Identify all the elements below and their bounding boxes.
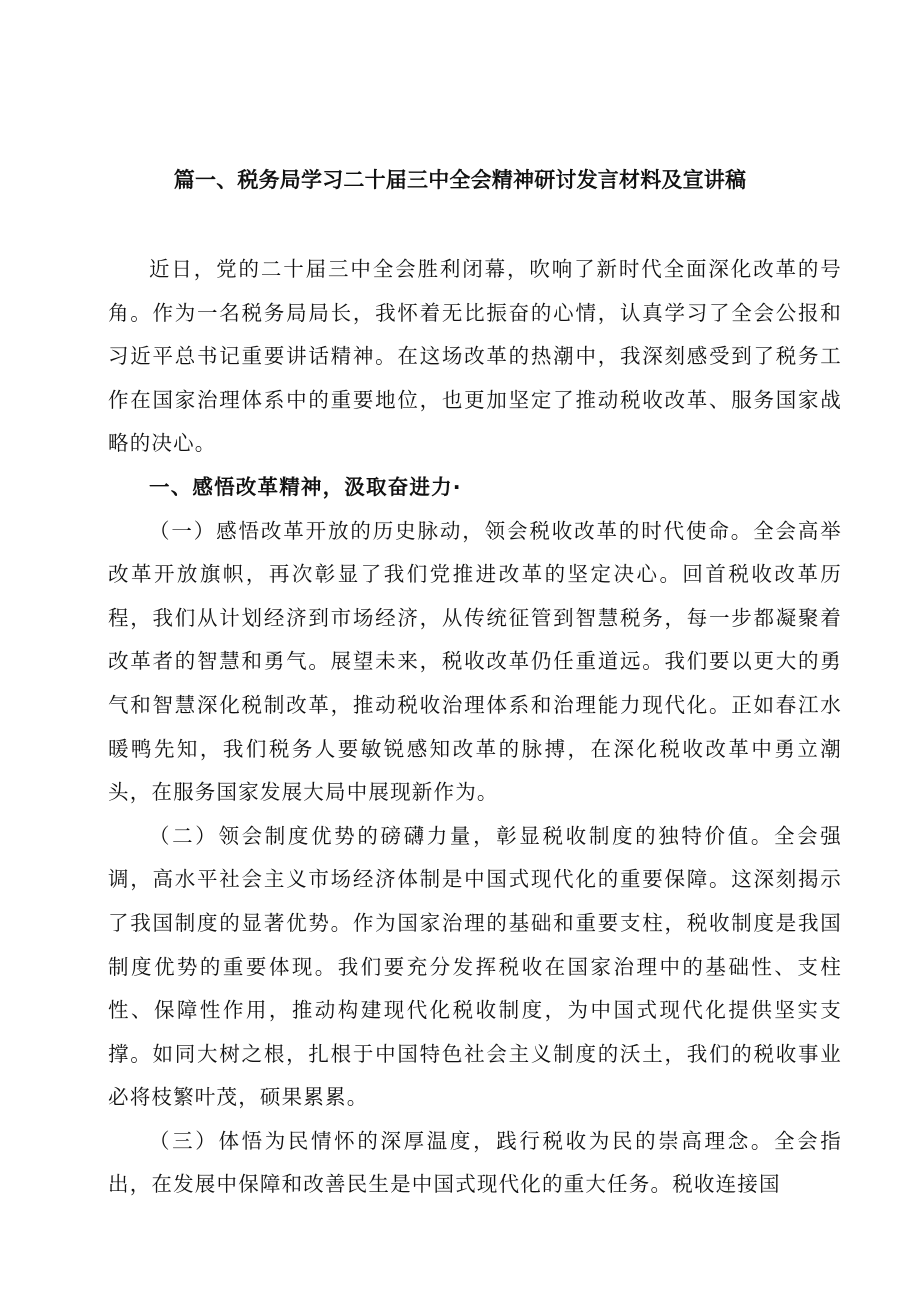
paragraph-2: （二）领会制度优势的磅礴力量，彰显税收制度的独特价值。全会强调，高水平社会主义市场经济体制是中国式现代化的重要保障。这深刻揭示了我国制度的显著优势。作为国家治理的基础和重要支柱，税收制度是我国制度优势的重要体现。我们要充分发挥税收在国家治理中的基础性、支柱性、保障性作用，推动构建现代化税收制度，为中国式现代化提供坚实支撑。如同大树之根，扎根于中国特色社会主义制度的沃土，我们的税收事业必将枝繁叶茂，硕果累累。: [108, 823, 842, 1110]
intro-paragraph: 近日，党的二十届三中全会胜利闭幕，吹响了新时代全面深化改革的号角。作为一名税务局局长，我怀着无比振奋的心情，认真学习了全会公报和习近平总书记重要讲话精神。在这场改革的热潮中，我深刻感受到了税务工作在国家治理体系中的重要地位，也更加坚定了推动税收改革、服务国家战略的决心。: [108, 257, 842, 456]
paragraph-1: （一）感悟改革开放的历史脉动，领会税收改革的时代使命。全会高举改革开放旗帜，再次彰显了我们党推进改革的坚定决心。回首税收改革历程，我们从计划经济到市场经济，从传统征管到智慧税务，每一步都凝聚着改革者的智慧和勇气。展望未来，税收改革仍任重道远。我们要以更大的勇气和智慧深化税制改革，推动税收治理体系和治理能力现代化。正如春江水暖鸭先知，我们税务人要敏锐感知改革的脉搏，在深化税收改革中勇立潮头，在服务国家发展大局中展现新作为。: [108, 518, 842, 805]
document-body: [108, 248, 842, 1207]
paragraph-3: （三）体悟为民情怀的深厚温度，践行税收为民的崇高理念。全会指出，在发展中保障和改善民生是中国式现代化的重大任务。税收连接国: [108, 1128, 842, 1197]
document-title: 篇一、税务局学习二十届三中全会精神研讨发言材料及宣讲稿: [173, 168, 747, 192]
section-heading: 一、感悟改革精神，汲取奋进力·: [149, 474, 462, 499]
